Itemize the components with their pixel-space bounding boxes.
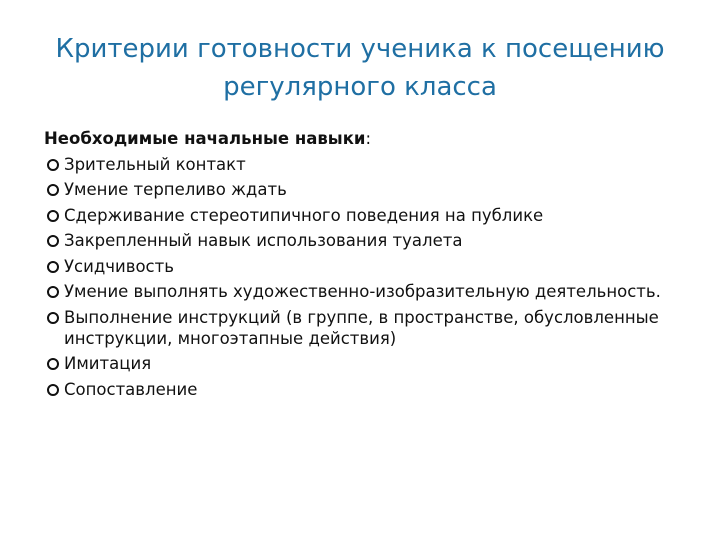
list-item-label: Сдерживание стереотипичного поведения на публике <box>64 205 544 225</box>
list-item-label: Зрительный контакт <box>64 154 246 174</box>
hollow-circle-icon <box>46 183 60 197</box>
list-item-label: Умение терпеливо ждать <box>64 180 287 199</box>
slide-content <box>44 126 684 402</box>
hollow-circle-icon <box>46 383 60 397</box>
hollow-circle-icon <box>46 260 60 274</box>
slide-title: Критерии готовности ученика к посещению регулярного класса <box>55 34 665 102</box>
section-heading-text: Необходимые начальные навыки <box>44 129 366 148</box>
hollow-circle-icon <box>46 285 60 299</box>
hollow-circle-icon <box>46 209 60 223</box>
section-heading <box>44 126 684 152</box>
list-item-label: Выполнение инструкций (в группе, в пространстве, обусловленные инструкции, многоэтапные действия) <box>64 307 659 348</box>
list-item-label: Закрепленный навык использования туалета <box>64 231 463 250</box>
list-item <box>44 351 684 377</box>
list-item-label: Умение выполнять художественно-изобразительную деятельность. <box>64 282 661 301</box>
skills-list <box>44 152 684 403</box>
list-item <box>44 254 684 280</box>
hollow-circle-icon <box>46 234 60 248</box>
list-item <box>44 305 684 352</box>
list-item <box>44 377 684 403</box>
hollow-circle-icon <box>46 357 60 371</box>
list-item <box>44 279 684 305</box>
list-item <box>44 177 684 203</box>
hollow-circle-icon <box>46 311 60 325</box>
list-item-label: Усидчивость <box>64 256 174 276</box>
list-item <box>44 203 684 229</box>
list-item-label: Имитация <box>64 354 152 373</box>
list-item <box>44 228 684 254</box>
list-item-label: Сопоставление <box>64 379 198 399</box>
hollow-circle-icon <box>46 158 60 172</box>
list-item <box>44 152 684 178</box>
section-heading-colon: : <box>365 129 372 148</box>
